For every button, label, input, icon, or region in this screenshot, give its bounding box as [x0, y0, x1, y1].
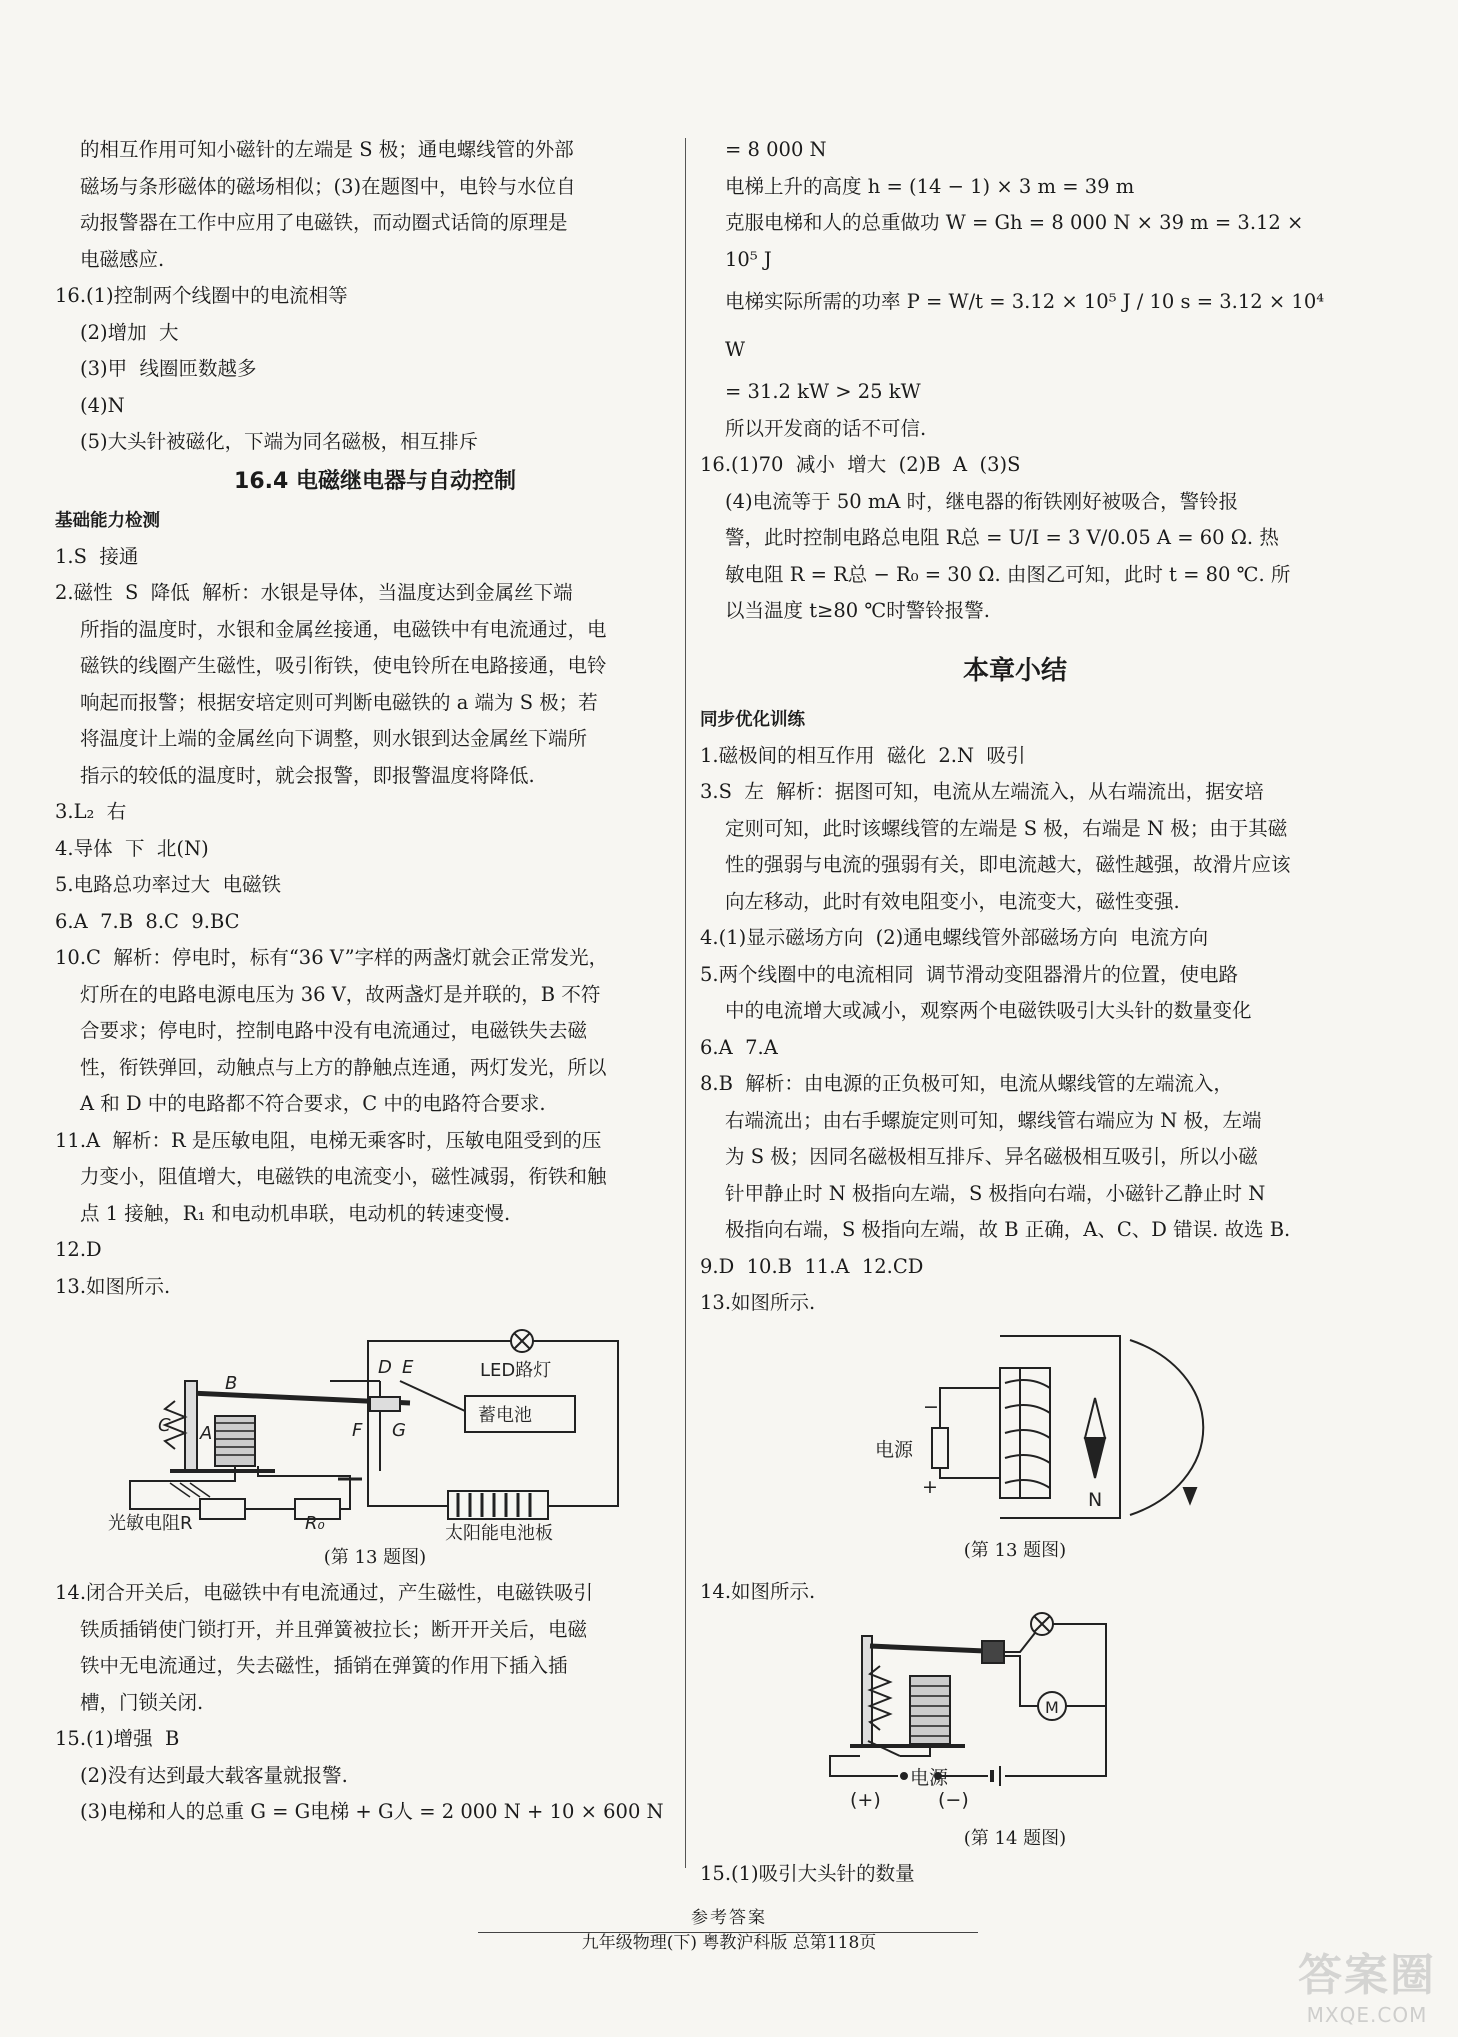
plus-label: + [922, 1475, 938, 1498]
text-line: 10⁵ J [725, 247, 772, 271]
answer-line: 6.A 7.B 8.C 9.BC [55, 909, 240, 933]
answer-16: 16.(1)控制两个线圈中的电流相等 [55, 284, 348, 307]
answer-line: 定则可知，此时该螺线管的左端是 S 极，右端是 N 极；由于其磁 [725, 816, 1288, 840]
section-title: 本章小结 [962, 655, 1067, 686]
plus-label: (+) [850, 1789, 881, 1811]
footer-title: 参考答案 [691, 1908, 767, 1928]
answer-line: 1.磁极间的相互作用 磁化 2.N 吸引 [700, 743, 1026, 767]
text-line: 动报警器在工作中应用了电磁铁，而动圈式话筒的原理是 [80, 211, 568, 234]
left-column [55, 132, 670, 1831]
answer-16: 16.(1)70 减小 增大 (2)B A (3)S [700, 453, 1021, 476]
answer-line: 磁铁的线圈产生磁性，吸引衔铁，使电铃所在电路接通，电铃 [80, 654, 607, 677]
answer-line: 10.C 解析：停电时，标有“36 V”字样的两盏灯就会正常发光， [55, 946, 609, 969]
magnet-a-label: A [200, 1423, 213, 1444]
answer-line: A 和 D 中的电路都不符合要求，C 中的电路符合要求. [80, 1092, 546, 1115]
minus-label: (−) [938, 1789, 969, 1811]
text-line: = 31.2 kW > 25 kW [725, 380, 921, 403]
answer-line: 向左移动，此时有效电阻变小，电流变大，磁性变强. [725, 889, 1180, 913]
contact-d-label: D [378, 1357, 392, 1378]
section-title: 16.4 电磁继电器与自动控制 [234, 468, 516, 494]
answer-line: 8.B 解析：由电源的正负极可知，电流从螺线管的左端流入， [700, 1072, 1233, 1095]
answer-line: 所指的温度时，水银和金属丝接通，电磁铁中有电流通过，电 [80, 617, 607, 641]
spring-c-label: C [158, 1415, 171, 1436]
power-label: 电源 [875, 1438, 914, 1461]
footer-rule [478, 1932, 978, 1933]
answer-line: 13.如图所示. [700, 1291, 816, 1314]
answer-line: 15.(1)吸引大头针的数量 [700, 1862, 915, 1885]
answer-line: 响起而报警；根据安培定则可判断电磁铁的 a 端为 S 极；若 [80, 690, 598, 714]
r0-label: R₀ [305, 1513, 325, 1534]
led-label: LED路灯 [480, 1360, 552, 1381]
answer-line: 3.L₂ 右 [55, 800, 127, 823]
right-column [700, 132, 1330, 1893]
contact-f-label: F [352, 1420, 363, 1441]
text-line: = 8 000 N [725, 138, 827, 161]
subheading: 基础能力检测 [55, 510, 160, 531]
text-line: 的相互作用可知小磁针的左端是 S 极；通电螺线管的外部 [80, 138, 574, 161]
minus-label: − [923, 1395, 939, 1418]
text-line: 以当温度 t≥80 ℃时警铃报警. [725, 599, 990, 622]
figure-caption: (第 13 题图) [963, 1539, 1067, 1561]
answer-line: 将温度计上端的金属丝向下调整，则水银到达金属丝下端所 [80, 727, 588, 750]
armature-b-label: B [225, 1373, 238, 1394]
text-line: (4)电流等于 50 mA 时，继电器的衔铁刚好被吸合，警铃报 [725, 489, 1239, 513]
watermark [1298, 1939, 1436, 2027]
answer-line: 13.如图所示. [55, 1274, 171, 1298]
figure-13-solenoid [700, 1328, 1330, 1528]
text-line: 警，此时控制电路总电阻 R总 = U/I = 3 V/0.05 A = 60 Ω. 热 [725, 526, 1279, 549]
n-pole-label: N [1088, 1488, 1103, 1511]
answer-line: 点 1 接触，R₁ 和电动机串联，电动机的转速变慢. [80, 1201, 511, 1225]
answer-list-1 [55, 539, 670, 1306]
figure-14-relay-motor [700, 1616, 1330, 1816]
text-line: 克服电梯和人的总重做功 W = Gh = 8 000 N × 39 m = 3.12 × [725, 211, 1304, 234]
answer-16-part: (2)增加 大 [80, 320, 179, 344]
answer-line: 4.(1)显示磁场方向 (2)通电螺线管外部磁场方向 电流方向 [700, 926, 1209, 949]
answer-line: 5.电路总功率过大 电磁铁 [55, 873, 282, 896]
answer-line: 铁质插销使门锁打开，并且弹簧被拉长；断开开关后，电磁 [80, 1617, 588, 1641]
answer-16-part: (4)N [80, 393, 125, 417]
answer-line: 6.A 7.A [700, 1035, 778, 1059]
watermark-url: MXQE.COM [1306, 2003, 1428, 2027]
footer-info: 九年级物理(下) 粤教沪科版 总第118页 [581, 1933, 877, 1953]
answer-line: 3.S 左 解析：据图可知，电流从左端流入，从右端流出，据安培 [700, 780, 1264, 803]
answer-line: 15.(1)增强 B [55, 1727, 180, 1750]
answer-line: 12.D [55, 1238, 102, 1261]
column-divider [685, 138, 686, 1868]
answer-line: 槽，门锁关闭. [80, 1690, 204, 1714]
answer-line: 铁中无电流通过，失去磁性，插销在弹簧的作用下插入插 [80, 1654, 568, 1677]
battery-label: 蓄电池 [478, 1405, 532, 1426]
answer-line: 右端流出；由右手螺旋定则可知，螺线管右端应为 N 极，左端 [725, 1108, 1262, 1132]
text-line: 电磁感应. [80, 247, 165, 271]
answer-line: 2.磁性 S 降低 解析：水银是导体，当温度达到金属丝下端 [55, 581, 573, 604]
figure-caption: (第 13 题图) [323, 1547, 427, 1568]
answer-line: 指示的较低的温度时，就会报警，即报警温度将降低. [80, 763, 535, 787]
answer-line: 4.导体 下 北(N) [55, 836, 209, 860]
answer-line: 为 S 极；因同名磁极相互排斥、异名磁极相互吸引，所以小磁 [725, 1145, 1258, 1168]
motor-label: M [1045, 1698, 1059, 1717]
answer-list-2 [55, 1575, 670, 1831]
text-line: 磁场与条形磁体的磁场相似；(3)在题图中，电铃与水位自 [80, 174, 576, 198]
answer-line: 灯所在的电路电源电压为 36 V，故两盏灯是并联的，B 不符 [80, 982, 601, 1006]
text-line: 电梯上升的高度 h = (14 − 1) × 3 m = 39 m [725, 174, 1135, 198]
contact-e-label: E [402, 1357, 414, 1378]
page-footer [0, 1906, 1458, 1956]
answer-line: 14.如图所示. [700, 1579, 816, 1603]
answer-16-part: (5)大头针被磁化，下端为同名磁极，相互排斥 [80, 430, 479, 453]
text-line: 敏电阻 R = R总 − R₀ = 30 Ω. 由图乙可知，此时 t = 80 ℃. 所 [725, 562, 1291, 586]
answer-line: (2)没有达到最大载客量就报警. [80, 1763, 348, 1787]
answer-line: 合要求；停电时，控制电路中没有电流通过，电磁铁失去磁 [80, 1019, 588, 1042]
photoresistor-label: 光敏电阻R [108, 1513, 193, 1534]
watermark-logo: 答案圈 [1298, 1950, 1436, 2001]
text-line: 电梯实际所需的功率 P = W/t = 3.12 × 10⁵ J / 10 s = 3.12 × 10⁴ W [725, 290, 1331, 361]
answer-16-part: (3)甲 线圈匝数越多 [80, 357, 257, 380]
answer-line: 性的强弱与电流的强弱有关，即电流越大，磁性越强，故滑片应该 [725, 853, 1291, 876]
answer-line: 针甲静止时 N 极指向左端，S 极指向右端，小磁针乙静止时 N [725, 1181, 1266, 1205]
contact-g-label: G [392, 1420, 406, 1441]
answer-line: 性，衔铁弹回，动触点与上方的静触点连通，两灯发光，所以 [80, 1055, 607, 1079]
figure-13-relay-circuit [80, 1311, 670, 1544]
answer-line: 力变小，阻值增大，电磁铁的电流变小，磁性减弱，衔铁和触 [80, 1165, 607, 1188]
answer-line: (3)电梯和人的总重 G = G电梯 + G人 = 2 000 N + 10 × 600 N [80, 1800, 664, 1823]
answer-line: 5.两个线圈中的电流相同 调节滑动变阻器滑片的位置，使电路 [700, 962, 1239, 986]
answer-line: 中的电流增大或减小，观察两个电磁铁吸引大头针的数量变化 [725, 999, 1252, 1022]
power-label: 电源 [910, 1767, 949, 1789]
subheading: 同步优化训练 [700, 709, 805, 730]
answer-line: 极指向右端，S 极指向左端，故 B 正确，A、C、D 错误. 故选 B. [725, 1218, 1291, 1241]
answer-line: 1.S 接通 [55, 544, 139, 568]
answer-line: 9.D 10.B 11.A 12.CD [700, 1254, 924, 1278]
text-line: 所以开发商的话不可信. [725, 416, 927, 440]
answer-line: 14.闭合开关后，电磁铁中有电流通过，产生磁性，电磁铁吸引 [55, 1581, 594, 1604]
answer-line: 11.A 解析：R 是压敏电阻，电梯无乘客时，压敏电阻受到的压 [55, 1128, 602, 1152]
figure-caption: (第 14 题图) [963, 1828, 1067, 1849]
solar-panel-label: 太阳能电池板 [445, 1523, 553, 1544]
